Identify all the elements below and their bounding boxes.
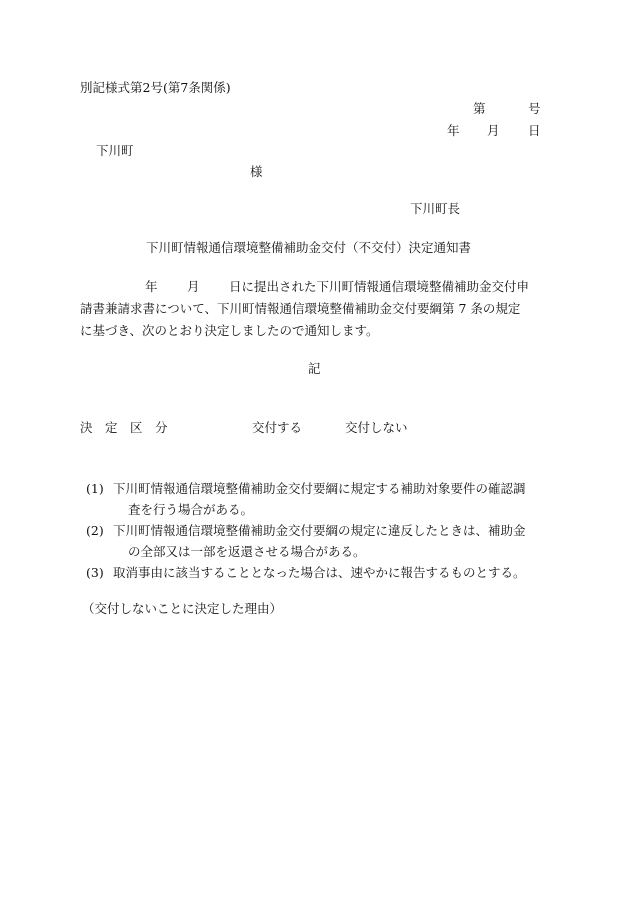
decision-label: 決 定 区 分 bbox=[80, 420, 168, 435]
body-line-3: に基づき、次のとおり決定しましたので通知します。 bbox=[80, 323, 379, 338]
form-number: 別記様式第2号(第7条関係) bbox=[80, 80, 231, 95]
note-1-line-1: 下川町情報通信環境整備補助金交付要綱に規定する補助対象要件の確認調 bbox=[113, 481, 526, 496]
body-month: 月 bbox=[187, 279, 200, 294]
issuer-name: 下川町長 bbox=[410, 201, 461, 216]
decision-option-nogrant: 交付しない bbox=[345, 420, 408, 435]
body-line-2: 請書兼請求書について、下川町情報通信環境整備補助金交付要綱第 7 条の規定 bbox=[80, 301, 521, 316]
note-3-number: (3) bbox=[86, 565, 104, 580]
body-year: 年 bbox=[145, 279, 158, 294]
decision-option-grant: 交付する bbox=[252, 420, 303, 435]
ki-heading: 記 bbox=[308, 361, 321, 376]
body-line-1: 日に提出された下川町情報通信環境整備補助金交付申 bbox=[229, 279, 530, 294]
doc-number-suffix: 号 bbox=[528, 101, 541, 116]
date-day: 日 bbox=[528, 123, 541, 138]
note-1-number: (1) bbox=[86, 481, 104, 496]
addressee-honorific: 様 bbox=[250, 164, 263, 179]
addressee-town: 下川町 bbox=[96, 143, 134, 158]
date-year: 年 bbox=[447, 123, 460, 138]
reason-label: （交付しないことに決定した理由） bbox=[82, 601, 283, 616]
note-2-line-2: の全部又は一部を返還させる場合がある。 bbox=[128, 544, 366, 559]
note-2-number: (2) bbox=[86, 523, 104, 538]
note-2-line-1: 下川町情報通信環境整備補助金交付要綱の規定に違反したときは、補助金 bbox=[113, 523, 526, 538]
note-1-line-2: 査を行う場合がある。 bbox=[128, 502, 254, 517]
date-month: 月 bbox=[487, 123, 500, 138]
doc-number-prefix: 第 bbox=[473, 101, 486, 116]
document-title: 下川町情報通信環境整備補助金交付（不交付）決定通知書 bbox=[146, 240, 472, 255]
note-3-line-1: 取消事由に該当することとなった場合は、速やかに報告するものとする。 bbox=[113, 565, 526, 580]
